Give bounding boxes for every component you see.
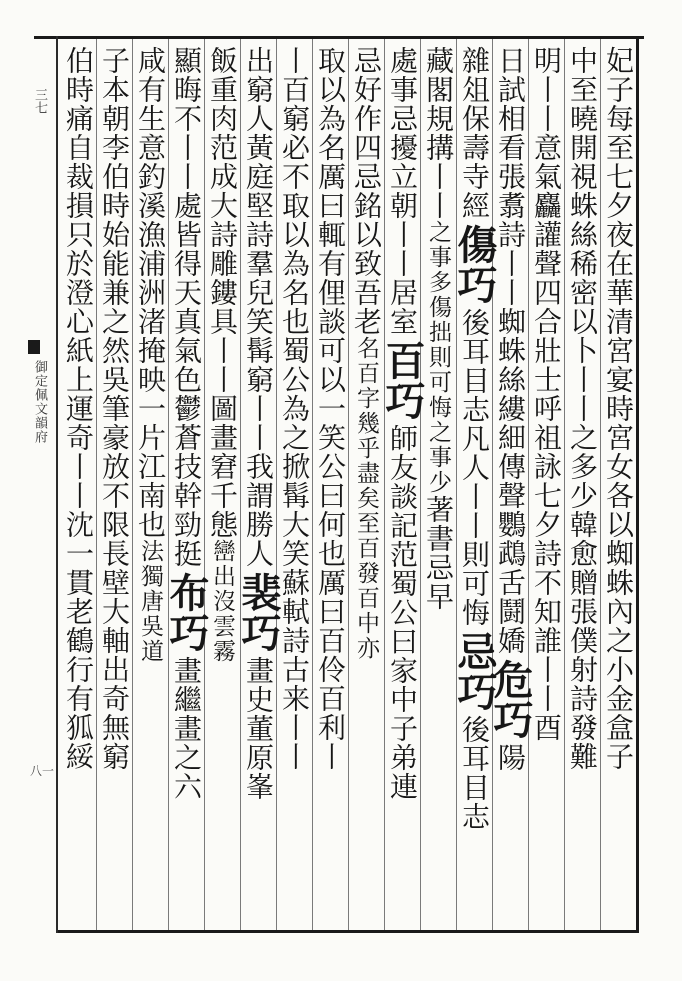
column-text: 畫繼畫之六 xyxy=(170,656,203,801)
text-columns xyxy=(60,44,636,930)
text-column xyxy=(487,44,534,930)
fishtail-mark-icon xyxy=(28,340,40,354)
column-text: 咸有生意釣溪漁浦洲渚掩映一片江南也 xyxy=(134,46,167,539)
column-text: 處事忌擾立朝丨丨居室 xyxy=(386,46,419,336)
page-folio-number: 八一 xyxy=(30,764,55,778)
column-text: 後耳目志凡人丨丨則可悔 xyxy=(458,308,491,627)
text-column xyxy=(451,44,498,930)
column-text: 陽 xyxy=(494,743,527,772)
entry-headword: 傷巧 xyxy=(451,224,498,304)
column-text: 子本朝李伯時始能兼之然吳筆豪放不限長壁大軸出奇無窮 xyxy=(98,46,131,771)
column-text: 中至曉開視蛛絲稀密以卜丨丨之多少韓愈贈張僕射詩發難 xyxy=(566,46,599,771)
text-column xyxy=(312,44,348,930)
column-text: 飯重肉范成大詩雕鏤具丨丨圖畫窘千態 xyxy=(206,46,239,539)
column-text: 顯晦不丨丨處皆得天真氣色鬱蒼技幹勁挺 xyxy=(170,46,203,568)
text-column xyxy=(96,44,132,930)
column-text: 出窮人黃庭堅詩羣兒笑髯窮丨丨我謂勝人 xyxy=(242,46,275,568)
frame-border-bottom xyxy=(56,930,636,933)
text-column xyxy=(600,44,636,930)
column-text: 妃子每至七夕夜在華清宮宴時宮女各以蜘蛛內之小金盒子 xyxy=(602,46,635,771)
column-text: 畫史董原峯 xyxy=(242,656,275,801)
annotation-text: 法獨唐吳道 xyxy=(137,539,163,664)
annotation-text: 巒出沒雲霧 xyxy=(209,539,235,664)
column-text: 師友談記范蜀公曰家中子弟連 xyxy=(386,424,419,801)
fore-edge-gutter xyxy=(24,40,54,928)
column-text: 藏閣規搆丨丨 xyxy=(422,46,455,220)
text-column xyxy=(132,44,168,930)
column-text: 忌好作四忌銘以致吾老 xyxy=(350,46,383,336)
entry-headword: 百巧 xyxy=(379,340,426,420)
entry-headword: 忌巧 xyxy=(451,631,498,711)
text-column xyxy=(564,44,600,930)
gutter-volume-number: 三七 xyxy=(32,88,47,114)
frame-border-left xyxy=(56,36,58,933)
text-column xyxy=(276,44,312,930)
column-text: 後耳目志 xyxy=(458,715,491,831)
text-column xyxy=(379,44,426,930)
entry-headword: 裴巧 xyxy=(235,572,282,652)
column-text: 取以為名厲曰輒有俚談可以一笑公曰何也厲曰百伶百利丨 xyxy=(314,46,347,771)
text-column xyxy=(528,44,564,930)
frame-border-top xyxy=(34,36,644,39)
column-text: 丨百窮必不取以為名也蜀公為之掀髯大笑蘇軾詩古来丨丨 xyxy=(278,46,311,771)
entry-headword: 危巧 xyxy=(487,659,534,739)
annotation-text: 之事多傷拙則可悔之事少 xyxy=(425,220,451,495)
column-text: 明丨丨意氣麤讙聲四合壯士呼祖詠七夕詩不知誰丨丨酉 xyxy=(530,46,563,742)
entry-headword: 布巧 xyxy=(163,572,210,652)
column-text: 著書忌早 xyxy=(422,495,455,611)
text-column xyxy=(163,44,210,930)
text-column xyxy=(60,44,96,930)
annotation-text: 名百字幾乎盡矣至百發百中亦 xyxy=(353,336,379,661)
column-text: 日試相看張翥詩丨丨蜘蛛絲縷細傳聲鸚鵡舌鬪嬌 xyxy=(494,46,527,655)
frame-border-right xyxy=(636,36,639,933)
text-column xyxy=(420,44,456,930)
text-column xyxy=(348,44,384,930)
gutter-book-title: 御定佩文韻府 xyxy=(32,360,47,444)
text-column xyxy=(235,44,282,930)
text-column xyxy=(204,44,240,930)
column-text: 伯時痛自裁損只於澄心紙上運奇丨丨沈一貫老鶴行有狐綏 xyxy=(62,46,95,771)
column-text: 雜俎保壽寺經 xyxy=(458,46,491,220)
